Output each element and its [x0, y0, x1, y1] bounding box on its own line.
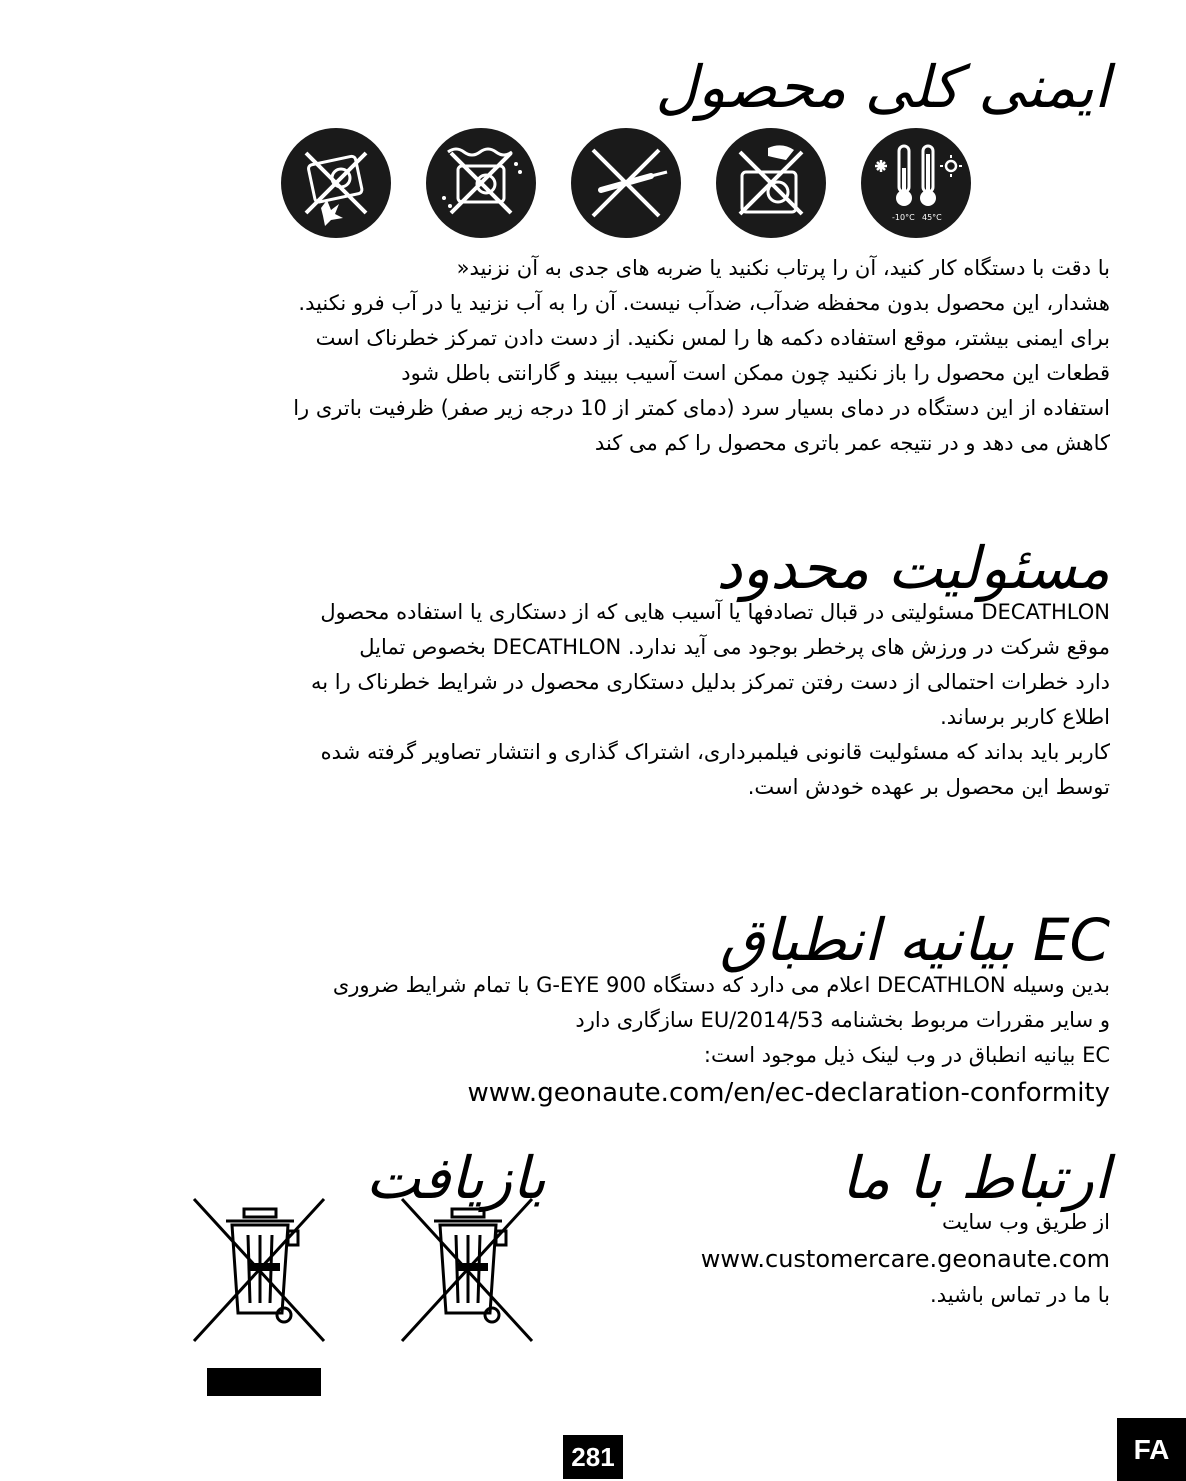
no-disassemble-icon — [571, 128, 681, 238]
contact-line: با ما در تماس باشید. — [930, 1283, 1110, 1307]
ec-title: EC بیانیه انطباق — [719, 906, 1110, 974]
ec-text — [130, 968, 1110, 1113]
recycling-title: بازیافت — [365, 1144, 546, 1212]
no-touch-lens-icon — [716, 128, 826, 238]
recycling-icons — [190, 1195, 530, 1345]
liability-line: دارد خطرات احتمالی از دست رفتن تمرکز بدلیل دستکاری محصول در شرایط خطرناک را به — [310, 670, 1110, 694]
page-number: 281 — [563, 1435, 623, 1479]
ec-declaration-link[interactable]: www.geonaute.com/en/ec-declaration-conformity — [467, 1078, 1110, 1108]
safety-icons — [281, 128, 981, 238]
svg-text:-10°C: -10°C — [892, 213, 915, 222]
contact-line: از طریق وب سایت — [941, 1210, 1110, 1234]
safety-line: قطعات این محصول را باز نکنید چون ممکن است آسیب ببیند و گارانتی باطل شود — [401, 361, 1110, 385]
customer-care-link[interactable]: www.customercare.geonaute.com — [700, 1245, 1110, 1273]
contact-title: ارتباط با ما — [841, 1144, 1110, 1212]
safety-line: برای ایمنی بیشتر، موقع استفاده دکمه ها را لمس نکنید. از دست دادن تمرکز خطرناک است — [315, 326, 1110, 350]
crossed-bin-icon — [190, 1195, 330, 1345]
language-tab: FA — [1117, 1418, 1186, 1481]
liability-line: موقع شرکت در ورزش های پرخطر بوجود می آید ندارد. DECATHLON بخصوص تمایل — [359, 635, 1110, 659]
crossed-bin-icon — [398, 1195, 538, 1345]
safety-line: هشدار، این محصول بدون محفظه ضدآب، ضدآب نیست. آن را به آب نزنید یا در آب فرو نکنید. — [298, 291, 1110, 315]
liability-line: توسط این محصول بر عهده خودش است. — [747, 775, 1110, 799]
ec-line: EC بیانیه انطباق در وب لینک ذیل موجود است: — [703, 1043, 1110, 1067]
safety-line: استفاده از این دستگاه در دمای بسیار سرد (دمای کمتر از 10 درجه زیر صفر) ظرفیت باتری را — [293, 396, 1110, 420]
safety-title: ایمنی کلی محصول — [655, 53, 1110, 121]
no-drop-icon — [281, 128, 391, 238]
liability-line: DECATHLON مسئولیتی در قبال تصادفها یا آسیب هایی که از دستکاری یا استفاده محصول — [320, 600, 1110, 624]
black-bar — [207, 1368, 321, 1396]
safety-line: کاهش می دهد و در نتیجه عمر باتری محصول را کم می کند — [594, 431, 1110, 455]
liability-line: اطلاع کاربر برساند. — [940, 705, 1110, 729]
svg-text:45°C: 45°C — [922, 213, 942, 222]
temperature-range-icon — [861, 128, 971, 238]
liability-title: مسئولیت محدود — [716, 534, 1110, 602]
safety-line: با دقت با دستگاه کار کنید، آن را پرتاب نکنید یا ضربه های جدی به آن نزنید« — [456, 256, 1110, 280]
no-water-icon — [426, 128, 536, 238]
safety-text — [130, 251, 1110, 461]
ec-line: بدین وسیله DECATHLON اعلام می دارد که دستگاه G-EYE 900 با تمام شرایط ضروری — [332, 973, 1110, 997]
liability-line: کاربر باید بداند که مسئولیت قانونی فیلمبرداری، اشتراک گذاری و انتشار تصاویر گرفته شده — [320, 740, 1110, 764]
ec-line: و سایر مقررات مربوط بخشنامه EU/2014/53 سازگاری دارد — [575, 1008, 1110, 1032]
liability-text — [130, 595, 1110, 805]
contact-text — [590, 1205, 1110, 1313]
